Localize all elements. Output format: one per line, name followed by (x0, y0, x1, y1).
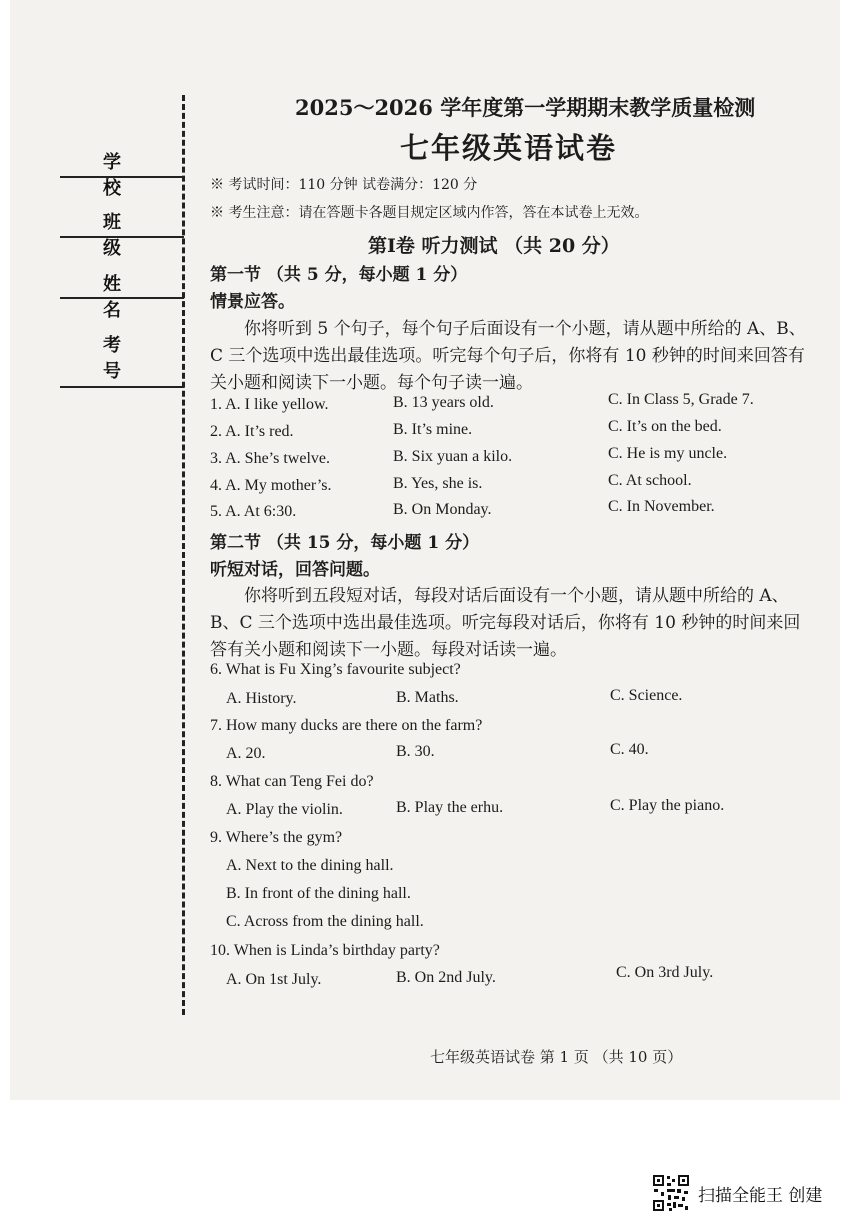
exam-time-info: ※ 考试时间：110 分钟 试卷满分：120 分 (210, 177, 478, 193)
question-5-option-b: B. On Monday. (393, 501, 492, 518)
part1-instruction-line: 你将听到 5 个句子，每个句子后面设有一个小题，请从题中所给的 A、B、 (244, 319, 806, 339)
question-8-option-b: B. Play the erhu. (396, 799, 504, 816)
question-10-option-c: C. On 3rd July. (616, 964, 714, 981)
question-9-stem: 9. Where’s the gym? (210, 829, 343, 846)
exam-paper (10, 0, 840, 1100)
question-8-option-c: C. Play the piano. (610, 797, 725, 814)
question-3-option-c: C. He is my uncle. (608, 445, 728, 462)
question-8-option-a: A. Play the violin. (226, 801, 343, 818)
question-5-option-c: C. In November. (608, 498, 715, 515)
question-10-option-b: B. On 2nd July. (396, 969, 496, 986)
question-6-stem: 6. What is Fu Xing’s favourite subject? (210, 661, 461, 678)
question-4-option-c: C. At school. (608, 472, 692, 489)
part1-subheading: 情景应答。 (210, 292, 295, 312)
question-10-option-a: A. On 1st July. (226, 971, 322, 988)
part1-heading: 第一节 （共 5 分，每小题 1 分） (210, 265, 468, 285)
question-2-option-a: 2. A. It’s red. (210, 423, 294, 440)
exam-number-field-line (60, 386, 184, 388)
school-field-line (60, 176, 184, 178)
question-6-option-b: B. Maths. (396, 689, 459, 706)
qr-code-icon (652, 1174, 690, 1212)
part2-instruction-line: 答有关小题和阅读下一小题。每段对话读一遍。 (210, 640, 567, 660)
question-9-option-b: B. In front of the dining hall. (226, 885, 411, 902)
question-6-option-c: C. Science. (610, 687, 683, 704)
question-7-stem: 7. How many ducks are there on the farm? (210, 717, 483, 734)
question-8-stem: 8. What can Teng Fei do? (210, 773, 374, 790)
question-1-option-b: B. 13 years old. (393, 394, 494, 411)
question-3-option-a: 3. A. She’s twelve. (210, 450, 330, 467)
part2-instruction-line: B、C 三个选项中选出最佳选项。听完每段对话后，你将有 10 秒钟的时间来回 (210, 613, 801, 633)
question-7-option-b: B. 30. (396, 743, 435, 760)
part1-instruction-line: C 三个选项中选出最佳选项。听完每个句子后，你将有 10 秒钟的时间来回答有 (210, 346, 805, 366)
question-3-option-b: B. Six yuan a kilo. (393, 448, 513, 465)
question-5-option-a: 5. A. At 6:30. (210, 503, 297, 520)
school-field-label: 学 校 (103, 152, 151, 199)
scanner-watermark (652, 1173, 822, 1213)
page-footer: 七年级英语试卷 第 1 页 （共 10 页） (430, 1048, 683, 1066)
part1-instruction-line: 关小题和阅读下一小题。每个句子读一遍。 (210, 373, 533, 393)
part2-subheading: 听短对话，回答问题。 (210, 560, 380, 580)
question-1-option-a: 1. A. I like yellow. (210, 396, 329, 413)
exam-title: 七年级英语试卷 (400, 131, 618, 165)
part2-heading: 第二节 （共 15 分，每小题 1 分） (210, 533, 480, 553)
question-4-option-b: B. Yes, she is. (393, 475, 483, 492)
question-6-option-a: A. History. (226, 690, 297, 707)
part2-instruction-line: 你将听到五段短对话，每段对话后面设有一个小题，请从题中所给的 A、 (244, 586, 789, 606)
exam-number-field-label: 考 号 (103, 335, 151, 382)
question-2-option-b: B. It’s mine. (393, 421, 473, 438)
question-7-option-a: A. 20. (226, 745, 266, 762)
question-9-option-a: A. Next to the dining hall. (226, 857, 394, 874)
question-1-option-c: C. In Class 5, Grade 7. (608, 391, 754, 408)
class-field-line (60, 236, 184, 238)
question-7-option-c: C. 40. (610, 741, 649, 758)
section-title: 第Ⅰ卷 听力测试 （共 20 分） (368, 235, 620, 257)
question-2-option-c: C. It’s on the bed. (608, 418, 722, 435)
name-field-label: 姓 名 (103, 274, 151, 321)
exam-year-title: 2025～2026 学年度第一学期期末教学质量检测 (295, 95, 756, 120)
question-10-stem: 10. When is Linda’s birthday party? (210, 942, 440, 959)
exam-notice: ※ 考生注意：请在答题卡各题目规定区域内作答，答在本试卷上无效。 (210, 205, 649, 221)
name-field-line (60, 297, 184, 299)
watermark-text: 扫描全能王 创建 (698, 1185, 823, 1206)
question-9-option-c: C. Across from the dining hall. (226, 913, 424, 930)
class-field-label: 班 级 (103, 212, 151, 259)
question-4-option-a: 4. A. My mother’s. (210, 477, 332, 494)
